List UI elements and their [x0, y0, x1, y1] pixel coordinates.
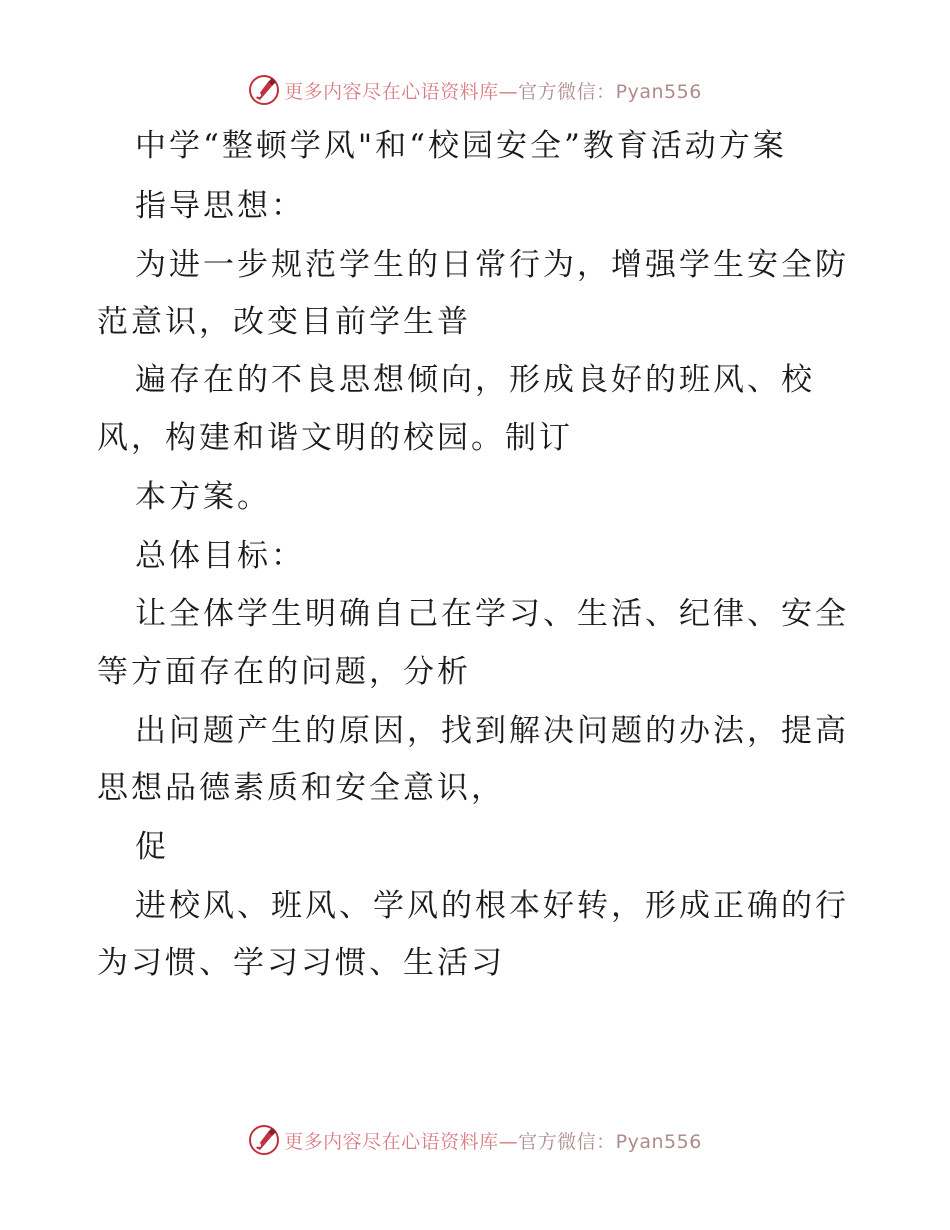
footer-watermark	[0, 1120, 950, 1160]
paragraph-line: 等方面存在的问题，分析	[97, 654, 471, 690]
paragraph-line: 出问题产生的原因，找到解决问题的办法，提高	[135, 713, 849, 749]
section-heading-overall-goal: 总体目标：	[135, 538, 305, 574]
watermark-wechat: 官方微信：Pyan556	[518, 80, 702, 103]
watermark-wechat: 官方微信：Pyan556	[518, 1130, 702, 1153]
paragraph-line: 为进一步规范学生的日常行为，增强学生安全防	[135, 247, 849, 283]
paragraph-line: 范意识，改变目前学生普	[97, 304, 471, 340]
paragraph-line: 遍存在的不良思想倾向，形成良好的班风、校	[135, 362, 815, 398]
paragraph-line: 进校风、班风、学风的根本好转，形成正确的行	[135, 888, 849, 924]
pen-logo-icon	[248, 74, 280, 106]
paragraph-line: 促	[135, 829, 169, 865]
watermark-dash: —	[498, 80, 519, 103]
pen-logo-icon	[248, 1124, 280, 1156]
paragraph-line: 思想品德素质和安全意识，	[97, 770, 505, 806]
watermark-brand: 更多内容尽在心语资料库	[284, 1130, 499, 1153]
watermark-dash: —	[498, 1130, 519, 1153]
paragraph-line: 本方案。	[135, 479, 271, 515]
watermark-text	[284, 1127, 702, 1154]
section-heading-guiding-idea: 指导思想：	[135, 188, 305, 224]
paragraph-line: 为习惯、学习习惯、生活习	[97, 945, 505, 981]
paragraph-line: 风，构建和谐文明的校园。制订	[97, 420, 573, 456]
document-title: 中学“整顿学风"和“校园安全”教育活动方案	[135, 128, 787, 164]
header-watermark	[0, 70, 950, 110]
paragraph-line: 让全体学生明确自己在学习、生活、纪律、安全	[135, 596, 849, 632]
watermark-text	[284, 77, 702, 104]
watermark-brand: 更多内容尽在心语资料库	[284, 80, 499, 103]
